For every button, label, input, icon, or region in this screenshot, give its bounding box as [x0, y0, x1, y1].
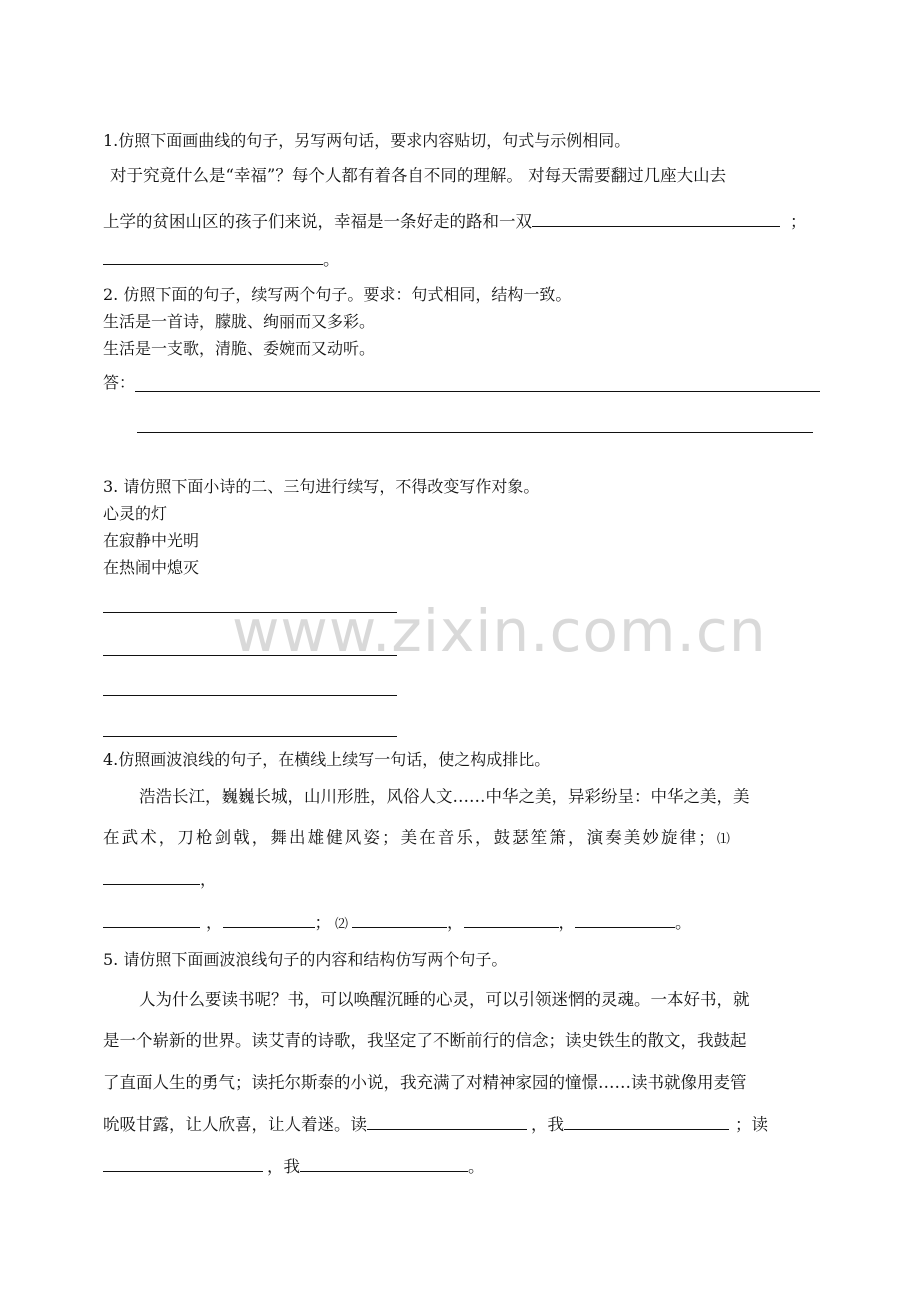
q5-semicolon-du: ；读: [735, 1115, 768, 1134]
q5-blank-4[interactable]: [300, 1155, 468, 1172]
q5-blank-3[interactable]: [103, 1155, 263, 1172]
q4-blank-1[interactable]: [103, 868, 200, 885]
q3-answer-line-1[interactable]: [103, 612, 397, 613]
q4-body-line-2: [103, 827, 730, 851]
q1-body-line-3: [103, 248, 340, 271]
q5-blank-2[interactable]: [564, 1113, 729, 1130]
q5-wo-2: 我: [283, 1157, 300, 1176]
q3-answer-line-3[interactable]: [103, 695, 397, 696]
q2-example-2: 生活是一支歌，清脆、委婉而又动听。: [103, 339, 376, 358]
q5-comma-2: ，: [267, 1157, 284, 1176]
q3-title: 3. 请仿照下面小诗的二、三句进行续写，不得改变写作对象。: [103, 477, 540, 496]
q4-comma-2: ，: [206, 913, 223, 932]
q4-comma-4: ，: [558, 913, 576, 932]
q2-answer-label: 答：: [103, 373, 136, 392]
q1-body-text: 上学的贫困山区的孩子们来说，幸福是一条好走的路和一双: [103, 212, 532, 231]
q3-answer-line-4[interactable]: [103, 736, 397, 737]
q4-body-line-3: [103, 868, 217, 891]
q4-blank-5[interactable]: [464, 911, 559, 928]
q1-title: 1.仿照下面画曲线的句子，另写两句话，要求内容贴切，句式与示例相同。: [103, 131, 631, 150]
q4-blank-4[interactable]: [352, 911, 447, 928]
q4-mark-1: ⑴: [716, 832, 730, 847]
q5-body-line-4: [103, 1113, 768, 1136]
q4-semicolon: ；: [314, 913, 331, 932]
q4-title: 4.仿照画波浪线的句子，在横线上续写一句话，使之构成排比。: [103, 750, 551, 769]
q5-body-line-3: 了直面人生的勇气；读托尔斯泰的小说，我充满了对精神家园的憧憬……读书就像用麦管: [103, 1073, 747, 1092]
q4-blank-3[interactable]: [223, 911, 315, 928]
q4-body-line-4: [103, 911, 692, 936]
q3-answer-line-2[interactable]: [103, 655, 397, 656]
q3-poem-line-3: 在热闹中熄灭: [103, 558, 200, 577]
watermark: www.zixin.com.cn: [232, 597, 767, 665]
q2-answer-line-1[interactable]: [135, 391, 820, 392]
q4-period: 。: [675, 913, 692, 932]
q1-body-line-1: 对于究竟什么是“幸福”？每个人都有着各自不同的理解。 对每天需要翻过几座大山去: [110, 166, 727, 185]
q4-blank-6[interactable]: [575, 911, 675, 928]
q4-mark-2: ⑵: [335, 917, 349, 932]
q4-comma-1: ，: [200, 870, 217, 889]
q5-body-line-2: 是一个崭新的世界。读艾青的诗歌，我坚定了不断前行的信念；读史铁生的散文，我鼓起: [103, 1031, 747, 1050]
q1-body-line-2: [103, 210, 807, 233]
q3-poem-line-2: 在寂静中光明: [103, 531, 200, 550]
q5-blank-1[interactable]: [367, 1113, 527, 1130]
q5-body-line-1: 人为什么要读书呢？书，可以唤醒沉睡的心灵，可以引领迷惘的灵魂。一本好书，就: [139, 990, 750, 1009]
q4-comma-3: ，: [447, 913, 464, 932]
q3-poem-line-1: 心灵的灯: [103, 504, 168, 523]
q2-example-1: 生活是一首诗，朦胧、绚丽而又多彩。: [103, 312, 376, 331]
q5-period: 。: [468, 1157, 485, 1176]
q5-wo-1: 我: [547, 1115, 564, 1134]
q1-semicolon: ；: [790, 212, 807, 231]
q2-answer-line-2[interactable]: [137, 432, 813, 433]
q5-comma-1: ，: [531, 1115, 548, 1134]
q1-period: 。: [323, 250, 340, 269]
q5-body-text: 吮吸甘露，让人欣喜，让人着迷。读: [103, 1115, 367, 1134]
q4-body-text: 在武术，刀枪剑戟，舞出雄健风姿；美在音乐，鼓瑟笙箫，演奏美妙旋律；: [103, 828, 717, 847]
q5-title: 5. 请仿照下面画波浪线句子的内容和结构仿写两个句子。: [103, 950, 508, 969]
q1-blank-2[interactable]: [103, 248, 323, 265]
q1-blank-1[interactable]: [532, 210, 780, 227]
q4-blank-2[interactable]: [103, 911, 200, 928]
q2-title: 2. 仿照下面的句子，续写两个句子。要求：句式相同，结构一致。: [103, 285, 572, 304]
q5-body-line-5: [103, 1155, 485, 1178]
q4-body-line-1: 浩浩长江，巍巍长城，山川形胜，风俗人文……中华之美，异彩纷呈：中华之美，美: [139, 787, 750, 806]
